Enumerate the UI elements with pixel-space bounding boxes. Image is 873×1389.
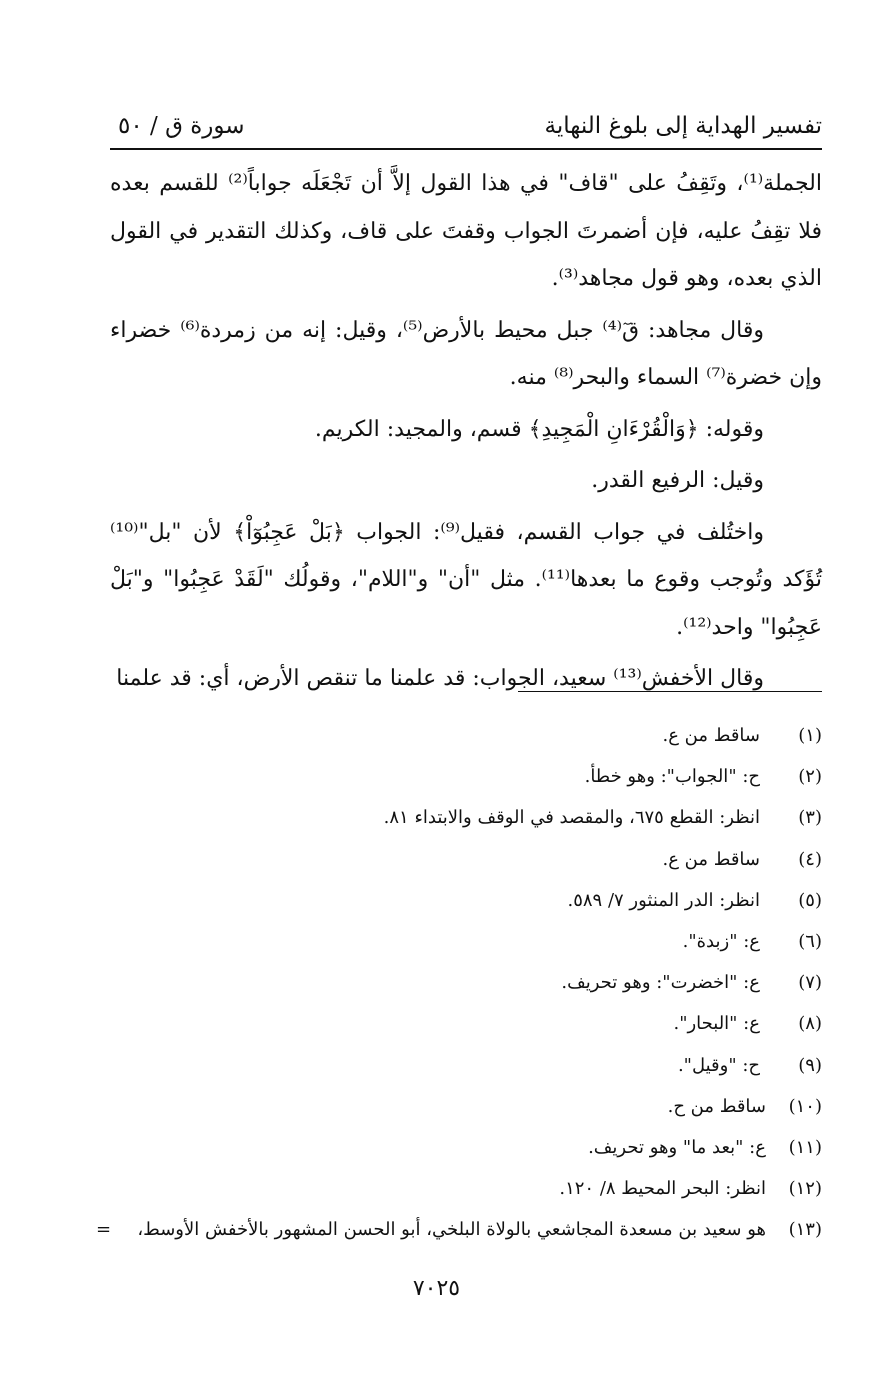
footnote-number: (٦) <box>798 931 822 953</box>
paragraph: واختُلف في جواب القسم، فقيل⁽⁹⁾: الجواب ﴿بَلْ عَجِبُوٓاْ﴾ لأن "بل"⁽¹⁰⁾ تُؤَكد وتُوجب وقوع ما بعدها⁽¹¹⁾. مثل "أن" و"اللام"، وقولُك "لَقَدْ عَجِبُوا" و"بَلْ عَجِبُوا" واحد⁽¹²⁾. <box>110 519 822 640</box>
book-title: تفسير الهداية إلى بلوغ النهاية <box>544 113 822 139</box>
footnote <box>90 1127 822 1168</box>
footnote-number: (٧) <box>798 972 822 994</box>
main-text <box>110 160 822 703</box>
footnote-number: (١٣) <box>788 1219 822 1241</box>
paragraph: وقال الأخفش⁽¹³⁾ سعيد، الجواب: قد علمنا ما تنقص الأرض، أي: قد علمنا <box>116 666 764 691</box>
footnote-number: (٩) <box>798 1054 822 1076</box>
footnote <box>90 962 822 1003</box>
paragraph: وقال مجاهد: قٓ⁽⁴⁾ جبل محيط بالأرض⁽⁵⁾، وقيل: إنه من زمردة⁽⁶⁾ خضراء وإن خضرة⁽⁷⁾ السماء والبحر⁽⁸⁾ منه. <box>110 317 822 390</box>
footnote-text: انظر: الدر المنثور ٧/ ٥٨٩. <box>567 889 760 911</box>
header-rule <box>110 148 822 150</box>
continuation-mark: = <box>96 1219 112 1241</box>
footnote-text: هو سعيد بن مسعدة المجاشعي بالولاة البلخي، أبو الحسن المشهور بالأخفش الأوسط، <box>137 1219 766 1241</box>
paragraph: وقيل: الرفيع القدر. <box>591 468 764 493</box>
footnote-text: ح: "وقيل". <box>677 1054 760 1076</box>
footnote-number: (٤) <box>798 848 822 870</box>
footnote-number: (١٠) <box>788 1095 822 1117</box>
footnote-text: ع: "البحار". <box>673 1013 760 1035</box>
footnote-text: ع: "اخضرت": وهو تحريف. <box>561 972 760 994</box>
footnote-text: ح: "الجواب": وهو خطأ. <box>584 766 760 788</box>
footnote-text: ساقط من ع. <box>662 725 760 746</box>
surah-label: سورة ق / ٥٠ <box>118 113 245 139</box>
footnote-number: (١) <box>798 725 822 746</box>
footnote-number: (٣) <box>798 807 822 829</box>
footnote-text: ع: "بعد ما" وهو تحريف. <box>588 1137 766 1159</box>
footnote <box>90 1045 822 1086</box>
footnote <box>90 1168 822 1209</box>
footnote-text: ع: "زبدة". <box>682 931 760 953</box>
footnote <box>90 839 822 880</box>
footnote <box>90 1003 822 1044</box>
footnote <box>90 880 822 921</box>
paragraph: وقوله: ﴿وَالْقُرْءَانِ الْمَجِيدِ﴾ قسم، والمجيد: الكريم. <box>314 416 764 442</box>
footnote <box>90 715 822 756</box>
footnote-number: (٢) <box>798 766 822 788</box>
footnote <box>90 921 822 962</box>
footnote-number: (١١) <box>788 1137 822 1159</box>
page-number: ٧٠٢٥ <box>412 1276 461 1301</box>
footnote <box>90 797 822 838</box>
footnote-text: ساقط من ح. <box>667 1095 766 1117</box>
footnotes <box>90 715 822 1251</box>
footnote-text: انظر: القطع ٦٧٥، والمقصد في الوقف والابتداء ٨١. <box>383 807 760 829</box>
footnote-separator <box>518 691 822 692</box>
paragraph: الجملة⁽¹⁾، وتَقِفُ على "قاف" في هذا القول إلاَّ أن تَجْعَلَه جواباً⁽²⁾ للقسم بعده فلا تقِفُ عليه، فإن أضمرتَ الجواب وقفتَ على قاف، وكذلك التقدير في القول الذي بعده، وهو قول مجاهد⁽³⁾. <box>110 171 822 291</box>
footnote-number: (٨) <box>798 1013 822 1035</box>
footnote-text: ساقط من ع. <box>662 848 760 870</box>
running-header <box>110 108 822 144</box>
footnote-text: انظر: البحر المحيط ٨/ ١٢٠. <box>559 1178 766 1200</box>
footnote-number: (٥) <box>798 889 822 911</box>
footnote <box>90 1209 822 1250</box>
footnote <box>90 756 822 797</box>
footnote <box>90 1086 822 1127</box>
footnote-number: (١٢) <box>788 1178 822 1200</box>
